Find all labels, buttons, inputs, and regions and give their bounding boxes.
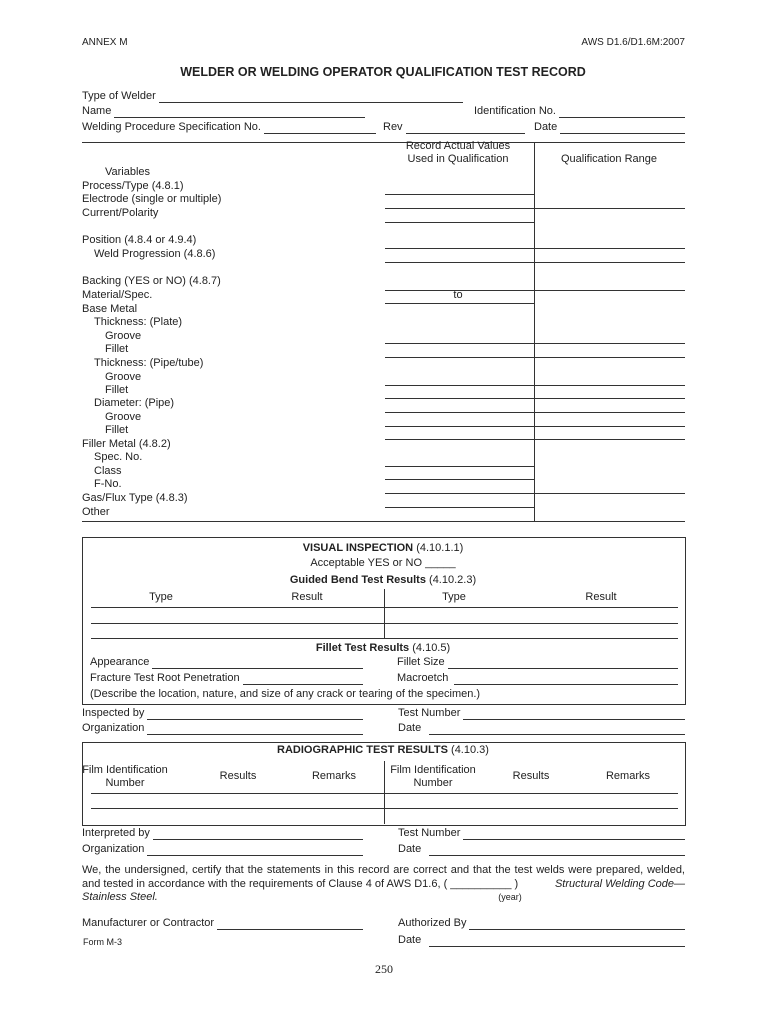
standard-label: AWS D1.6/D1.6M:2007 xyxy=(581,37,685,48)
table-column-divider xyxy=(534,142,535,521)
record-value-line[interactable] xyxy=(385,479,534,480)
date-label: Date xyxy=(534,121,558,133)
bend-result-header: Result xyxy=(291,591,323,603)
radiographic-divider xyxy=(384,761,385,824)
fillet-size-field[interactable] xyxy=(397,656,678,669)
variable-label: Groove xyxy=(105,411,142,423)
macroetch-label: Macroetch xyxy=(397,672,449,684)
name-field[interactable] xyxy=(82,105,365,118)
inspected-by-input[interactable] xyxy=(147,709,363,720)
record-value-line[interactable] xyxy=(385,208,534,209)
wps-input[interactable] xyxy=(264,123,376,134)
bend-row-line[interactable] xyxy=(91,638,678,639)
test-number-label: Test Number xyxy=(398,707,461,719)
manufacturer-field[interactable] xyxy=(82,917,363,930)
identification-input[interactable] xyxy=(559,107,685,118)
qualification-range-line[interactable] xyxy=(534,412,685,413)
rt-organization-label: Organization xyxy=(82,843,145,855)
record-value-line[interactable] xyxy=(385,248,534,249)
rt-test-number-label: Test Number xyxy=(398,827,461,839)
macroetch-input[interactable] xyxy=(454,674,678,685)
wps-label: Welding Procedure Specification No. xyxy=(82,121,261,133)
variable-label: Diameter: (Pipe) xyxy=(94,397,175,409)
table-bottom-rule xyxy=(82,521,685,522)
identification-field[interactable] xyxy=(474,105,685,118)
qualification-range-line[interactable] xyxy=(534,290,685,291)
record-value-line[interactable] xyxy=(385,426,534,427)
variable-label: Groove xyxy=(105,371,142,383)
test-number-field[interactable] xyxy=(398,707,685,720)
qualification-range-line[interactable] xyxy=(534,343,685,344)
rt-organization-field[interactable] xyxy=(82,843,363,856)
variable-label: Thickness: (Pipe/tube) xyxy=(94,357,204,369)
guided-bend-title: Guided Bend Test Results (4.10.2.3) xyxy=(289,574,477,586)
wps-field[interactable] xyxy=(82,121,376,134)
variable-label: Fillet xyxy=(105,424,129,436)
fracture-label: Fracture Test Root Penetration xyxy=(90,672,240,684)
qualification-range-header: Qualification Range xyxy=(560,153,658,165)
rt-test-number-input[interactable] xyxy=(463,829,685,840)
test-number-input[interactable] xyxy=(463,709,685,720)
inspection-date-label: Date xyxy=(398,722,422,734)
record-value-line[interactable] xyxy=(385,412,534,413)
record-value-line[interactable] xyxy=(385,194,534,195)
rt-date-label: Date xyxy=(398,843,422,855)
variable-label: Thickness: (Plate) xyxy=(94,316,183,328)
variable-label: Spec. No. xyxy=(94,451,143,463)
record-value-line[interactable] xyxy=(385,222,534,223)
certification-line2: and tested in accordance with the requirements of Clause 4 of AWS D1.6, ( __________ ) Structural Welding Code— xyxy=(82,878,685,890)
results-header: Results xyxy=(219,770,257,782)
page-number: 250 xyxy=(375,962,393,976)
qualification-range-line[interactable] xyxy=(534,439,685,440)
record-value-line[interactable] xyxy=(385,439,534,440)
identification-label: Identification No. xyxy=(474,105,556,117)
appearance-label: Appearance xyxy=(90,656,150,668)
results-header-2: Results xyxy=(512,770,550,782)
record-value-line[interactable] xyxy=(385,357,534,358)
signoff-date-input[interactable] xyxy=(429,936,685,947)
appearance-field[interactable] xyxy=(90,656,363,669)
variable-label: Filler Metal (4.8.2) xyxy=(82,438,171,450)
record-value-line[interactable] xyxy=(385,290,534,291)
bend-type-header-2: Type xyxy=(442,591,466,603)
variable-label: Material/Spec. xyxy=(82,289,153,301)
acceptable-field[interactable]: Acceptable YES or NO _____ xyxy=(310,557,456,569)
film-id-header: Film Identification Number xyxy=(82,764,168,789)
qualification-range-line[interactable] xyxy=(534,398,685,399)
bend-divider xyxy=(384,589,385,638)
rt-date-field[interactable] xyxy=(398,843,685,856)
variable-label: Gas/Flux Type (4.8.3) xyxy=(82,492,188,504)
record-value-line[interactable] xyxy=(385,385,534,386)
qualification-range-line[interactable] xyxy=(534,493,685,494)
rt-test-number-field[interactable] xyxy=(398,827,685,840)
interpreted-by-input[interactable] xyxy=(153,829,363,840)
fillet-size-input[interactable] xyxy=(448,658,678,669)
film-id-header-2: Film Identification Number xyxy=(390,764,476,789)
variable-label: Position (4.8.4 or 4.9.4) xyxy=(82,234,197,246)
type-of-welder-field[interactable] xyxy=(82,90,463,103)
remarks-header: Remarks xyxy=(311,770,357,782)
organization-field[interactable] xyxy=(82,722,363,735)
qualification-range-line[interactable] xyxy=(534,357,685,358)
record-value-line[interactable] xyxy=(385,466,534,467)
bend-result-header-2: Result xyxy=(585,591,617,603)
visual-inspection-title: VISUAL INSPECTION (4.10.1.1) xyxy=(302,542,464,554)
variable-label: Fillet xyxy=(105,343,129,355)
rt-organization-input[interactable] xyxy=(147,845,363,856)
variable-label: Electrode (single or multiple) xyxy=(82,193,222,205)
authorized-by-input[interactable] xyxy=(469,919,685,930)
record-header-line2: Used in Qualification xyxy=(407,153,509,165)
qualification-range-line[interactable] xyxy=(534,426,685,427)
qualification-range-line[interactable] xyxy=(534,262,685,263)
date-input[interactable] xyxy=(560,123,685,134)
inspection-date-input[interactable] xyxy=(429,724,685,735)
inspected-by-label: Inspected by xyxy=(82,707,145,719)
variable-label: Class xyxy=(94,465,122,477)
macroetch-field[interactable] xyxy=(397,672,678,685)
variable-label: Weld Progression (4.8.6) xyxy=(94,248,216,260)
variable-label: F-No. xyxy=(94,478,122,490)
rt-date-input[interactable] xyxy=(429,845,685,856)
variable-label: Current/Polarity xyxy=(82,207,159,219)
authorized-by-field[interactable] xyxy=(398,917,685,930)
form-number: Form M-3 xyxy=(83,937,122,947)
fracture-input[interactable] xyxy=(243,674,363,685)
name-label: Name xyxy=(82,105,112,117)
name-input[interactable] xyxy=(114,107,365,118)
manufacturer-label: Manufacturer or Contractor xyxy=(82,917,215,929)
record-header-line1: Record Actual Values xyxy=(405,140,511,152)
qualification-range-line[interactable] xyxy=(534,248,685,249)
interpreted-by-label: Interpreted by xyxy=(82,827,150,839)
describe-note: (Describe the location, nature, and size of any crack or tearing of the specimen.) xyxy=(90,688,481,700)
record-value-line[interactable] xyxy=(385,262,534,263)
qualification-range-line[interactable] xyxy=(534,385,685,386)
organization-label: Organization xyxy=(82,722,145,734)
variable-label: Groove xyxy=(105,330,142,342)
year-caption: (year) xyxy=(498,892,522,902)
qualification-range-line[interactable] xyxy=(534,208,685,209)
radiographic-title: RADIOGRAPHIC TEST RESULTS (4.10.3) xyxy=(277,744,489,756)
variable-label: Other xyxy=(82,506,110,518)
date-field[interactable] xyxy=(534,121,685,134)
variable-label: Variables xyxy=(105,166,151,178)
fracture-field[interactable] xyxy=(90,672,363,685)
type-of-welder-label: Type of Welder xyxy=(82,90,156,102)
fillet-size-label: Fillet Size xyxy=(397,656,445,668)
type-of-welder-input[interactable] xyxy=(159,92,463,103)
record-value-line[interactable] xyxy=(385,493,534,494)
variable-label: Base Metal xyxy=(82,303,138,315)
rev-label: Rev xyxy=(383,121,403,133)
variable-label: Fillet xyxy=(105,384,129,396)
to-label: to xyxy=(453,289,463,301)
manufacturer-input[interactable] xyxy=(217,919,363,930)
signoff-date-label: Date xyxy=(398,934,422,946)
organization-input[interactable] xyxy=(147,724,363,735)
table-top-rule xyxy=(82,142,685,143)
record-value-line[interactable] xyxy=(385,507,534,508)
record-value-line[interactable] xyxy=(385,343,534,344)
annex-label: ANNEX M xyxy=(82,37,128,48)
inspection-date-field[interactable] xyxy=(398,722,685,735)
variable-label: Process/Type (4.8.1) xyxy=(82,180,184,192)
rev-field[interactable] xyxy=(383,121,525,134)
signoff-date-field[interactable] xyxy=(398,934,685,947)
inspected-by-field[interactable] xyxy=(82,707,363,720)
rev-input[interactable] xyxy=(406,123,525,134)
record-value-line[interactable] xyxy=(385,398,534,399)
remarks-header-2: Remarks xyxy=(605,770,651,782)
fillet-test-title: Fillet Test Results (4.10.5) xyxy=(315,642,451,654)
certification-line3: Stainless Steel. xyxy=(82,891,158,903)
variable-label: Backing (YES or NO) (4.8.7) xyxy=(82,275,221,287)
record-value-line[interactable] xyxy=(385,303,534,304)
interpreted-by-field[interactable] xyxy=(82,827,363,840)
appearance-input[interactable] xyxy=(152,658,363,669)
bend-type-header: Type xyxy=(149,591,173,603)
certification-line1: We, the undersigned, certify that the statements in this record are correct and that the test welds were prepared, welded, xyxy=(82,864,685,876)
authorized-by-label: Authorized By xyxy=(398,917,467,929)
page-title: WELDER OR WELDING OPERATOR QUALIFICATION TEST RECORD xyxy=(180,65,586,79)
